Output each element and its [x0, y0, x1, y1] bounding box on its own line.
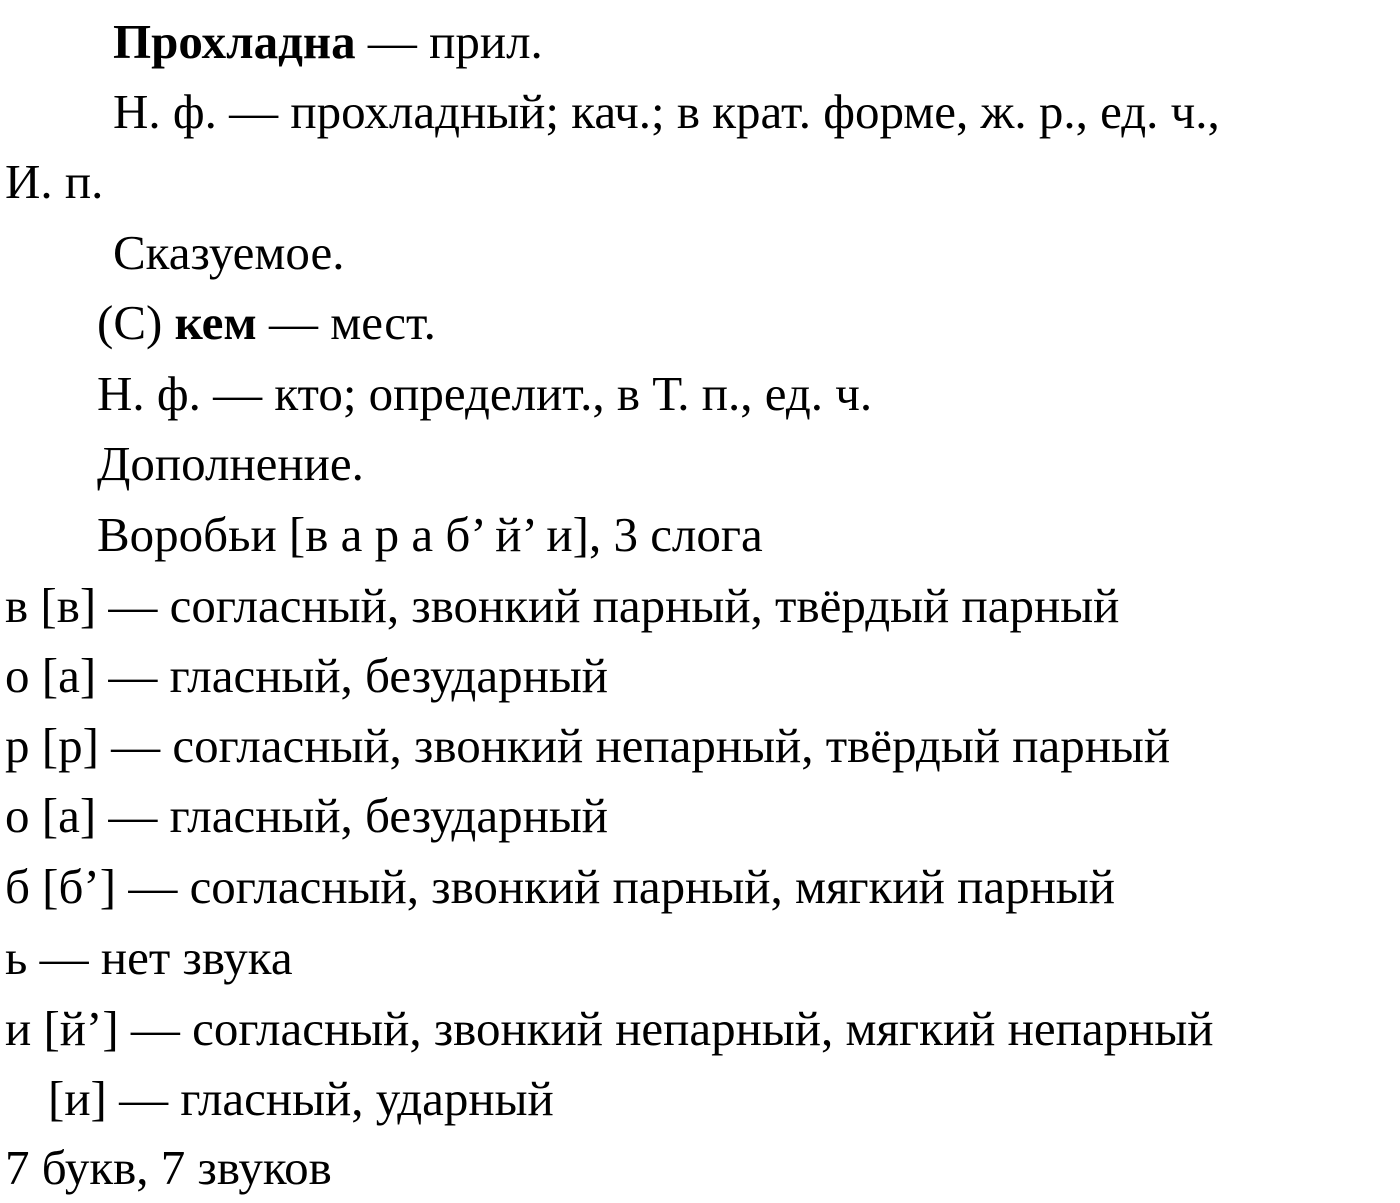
text-line-2 — [113, 84, 1220, 139]
line-prefix: (С) — [97, 295, 175, 350]
bold-word: Прохладна — [113, 14, 356, 69]
line-text: — прил. — [355, 14, 543, 69]
line-text: ь — нет звука — [5, 930, 293, 985]
line-text: о [а] — гласный, безударный — [5, 648, 608, 703]
text-line-6 — [97, 366, 873, 421]
text-line-16 — [48, 1071, 554, 1126]
line-text: [и] — гласный, ударный — [48, 1071, 554, 1126]
line-text: б [б’] — согласный, звонкий парный, мягкий парный — [5, 859, 1115, 914]
text-line-5 — [97, 295, 436, 350]
line-text: Воробьи [в а р а б’ й’ и], 3 слога — [97, 507, 763, 562]
text-line-10 — [5, 648, 608, 703]
line-text: о [а] — гласный, безударный — [5, 788, 608, 843]
text-line-9 — [5, 578, 1120, 633]
line-text: Н. ф. — прохладный; кач.; в крат. форме, ж. р., ед. ч., — [113, 84, 1220, 139]
line-text: Сказуемое. — [113, 225, 345, 280]
text-line-17 — [5, 1140, 332, 1195]
text-line-13 — [5, 859, 1115, 914]
bold-word: кем — [174, 295, 257, 350]
text-line-7 — [97, 436, 364, 491]
line-text: р [р] — согласный, звонкий непарный, твёрдый парный — [5, 718, 1171, 773]
text-line-14 — [5, 930, 293, 985]
text-line-3 — [5, 154, 104, 209]
line-text: Дополнение. — [97, 436, 364, 491]
text-line-12 — [5, 788, 608, 843]
line-text: Н. ф. — кто; определит., в Т. п., ед. ч. — [97, 366, 873, 421]
line-text: 7 букв, 7 звуков — [5, 1140, 332, 1195]
line-text: и [й’] — согласный, звонкий непарный, мягкий непарный — [5, 1001, 1214, 1056]
text-line-11 — [5, 718, 1171, 773]
line-text: в [в] — согласный, звонкий парный, твёрдый парный — [5, 578, 1120, 633]
text-line-15 — [5, 1001, 1214, 1056]
text-line-1 — [113, 14, 543, 69]
line-text: — мест. — [256, 295, 436, 350]
line-text: И. п. — [5, 154, 104, 209]
text-line-8 — [97, 507, 763, 562]
text-line-4 — [113, 225, 345, 280]
